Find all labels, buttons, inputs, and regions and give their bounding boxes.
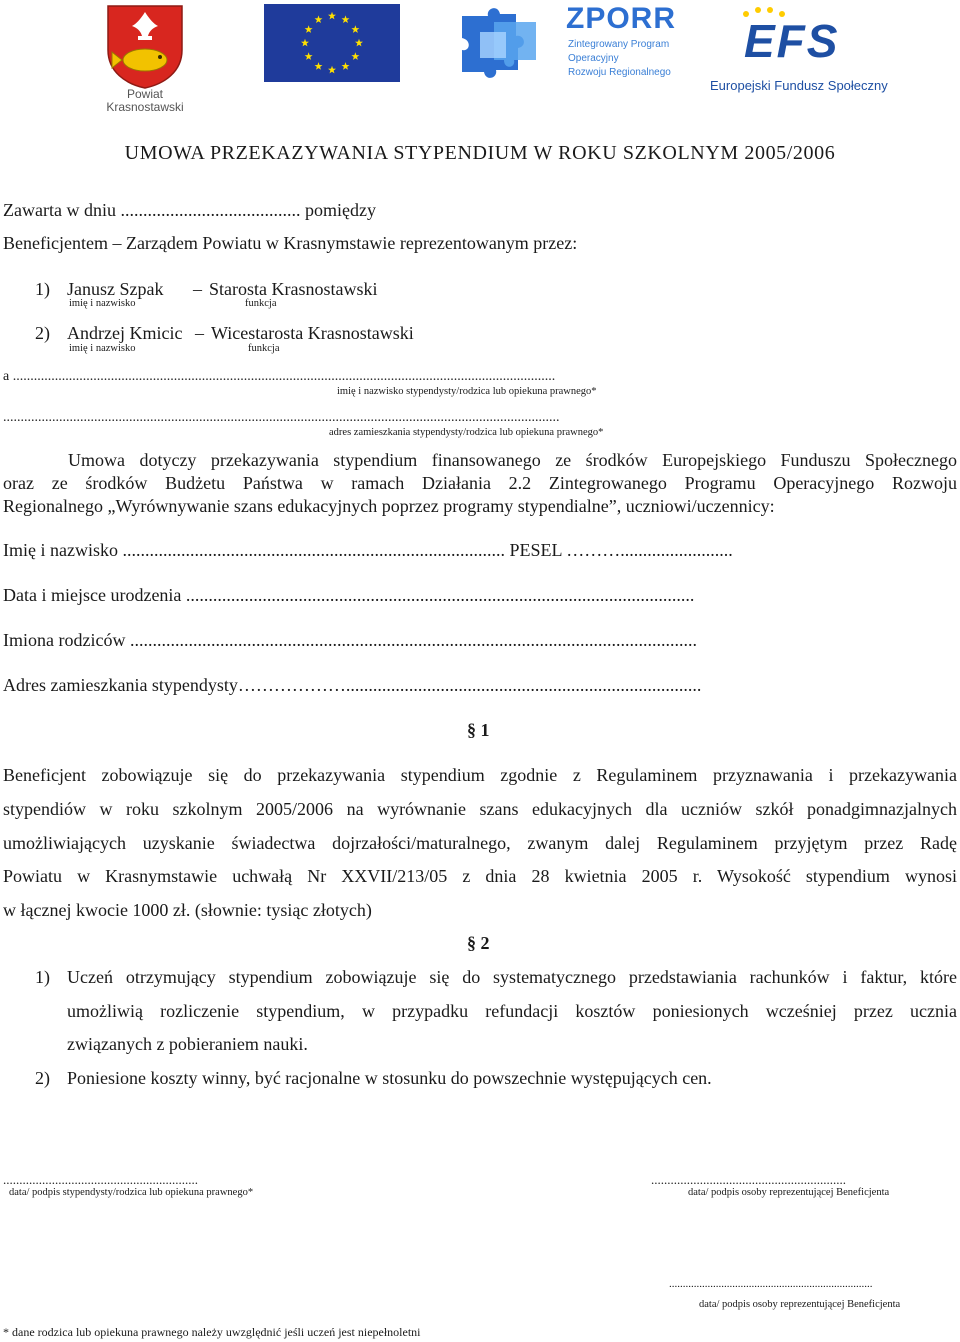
eu-star-icon [342, 15, 350, 23]
eu-star-icon [355, 39, 363, 47]
field-address: Adres zamieszkania stypendysty………………............................................................................... [3, 675, 702, 695]
recipient-name-line: a ........................................................................................................................................................... [3, 369, 556, 384]
section-2-item-1-line: związanych z pobieraniem nauki. [67, 1034, 308, 1054]
rep-dash: – [193, 279, 202, 299]
section-2-item-1-line: umożliwią rozliczenie stypendium, w przypadku refundacji kosztów poniesionych wcześniej przez ucznia [67, 1001, 957, 1021]
signature-right2-caption: data/ podpis osoby reprezentującej Beneficjenta [699, 1299, 901, 1310]
section-1-line: stypendiów w roku szkolnym 2005/2006 na wyrównanie szans edukacyjnych dla uczniów szkół ponadgimnazjalnych [3, 799, 957, 819]
field-parents: Imiona rodziców .............................................................................................................................. [3, 630, 697, 650]
powiat-caption: Powiat Krasnostawski [106, 87, 184, 114]
eu-star-icon [351, 52, 359, 60]
section-1-line: Beneficjent zobowiązuje się do przekazywania stypendium zgodnie z Regulaminem przyznawania i przekazywania [3, 765, 957, 785]
purpose-line-2: oraz ze środków Budżetu Państwa w ramach Działania 2.2 Zintegrowanego Programu Operacyjnego Rozwoju [3, 473, 957, 493]
rep-name: Janusz Szpak [67, 279, 164, 299]
efs-logo [706, 4, 888, 96]
footnote: * dane rodzica lub opiekuna prawnego należy uwzględnić jeśli uczeń jest niepełnoletni [3, 1325, 421, 1339]
section-1-heading: § 1 [467, 720, 490, 740]
document-title: UMOWA PRZEKAZYWANIA STYPENDIUM W ROKU SZKOLNYM 2005/2006 [124, 142, 836, 164]
rep-role-caption: funkcja [245, 298, 277, 309]
signature-right-dots: ............................................................ [651, 1172, 846, 1187]
purpose-line-3: Regionalnego „Wyrównywanie szans edukacyjnych poprzez programy stypendialne”, uczniowi/uczennicy: [3, 496, 775, 516]
zporr-caption: Zintegrowany Program Operacyjny Rozwoju Regionalnego [568, 39, 671, 78]
eu-flag-logo [264, 4, 400, 82]
recipient-address-line: ............................................................................................................................................................... [3, 410, 560, 425]
eu-stars-icon [264, 4, 400, 82]
field-birth: Data i miejsce urodzenia ................................................................................................................. [3, 585, 695, 605]
intro-line-beneficiary: Beneficjentem – Zarządem Powiatu w Krasnymstawie reprezentowanym przez: [3, 233, 578, 253]
rep-number: 1) [35, 279, 50, 299]
zporr-logo [458, 2, 678, 94]
section-1-line: w łącznej kwocie 1000 zł. (słownie: tysiąc złotych) [3, 900, 372, 920]
eu-star-icon [305, 52, 313, 60]
eu-star-icon [328, 66, 336, 74]
eu-star-icon [305, 25, 313, 33]
rep-dash: – [195, 323, 204, 343]
rep-role: Wicestarosta Krasnostawski [211, 323, 414, 343]
eu-star-icon [351, 25, 359, 33]
powiat-krasnostawski-logo [98, 2, 192, 118]
section-2-heading: § 2 [467, 933, 490, 953]
eu-star-icon [301, 39, 309, 47]
rep-name: Andrzej Kmicic [67, 323, 183, 343]
section-2-item-1-number: 1) [35, 967, 50, 987]
signature-right-caption: data/ podpis osoby reprezentującej Beneficjenta [688, 1187, 890, 1198]
rep-role-caption: funkcja [248, 343, 280, 354]
recipient-name-caption: imię i nazwisko stypendysty/rodzica lub opiekuna prawnego* [337, 386, 597, 397]
section-2-item-2-number: 2) [35, 1068, 50, 1088]
eu-star-icon [328, 12, 336, 20]
signature-right2-dots: .......................................................................... [669, 1278, 873, 1290]
zporr-title: ZPORR [566, 2, 676, 35]
rep-role: Starosta Krasnostawski [209, 279, 378, 299]
efs-title: EFS [744, 15, 840, 67]
coat-of-arms-icon [98, 2, 192, 90]
signature-left-caption: data/ podpis stypendysty/rodzica lub opiekuna prawnego* [9, 1187, 254, 1198]
field-name-pesel: Imię i nazwisko ..................................................................................... PESEL ………......................... [3, 540, 733, 560]
section-2-item-2-line: Poniesione koszty winny, być racjonalne w stosunku do powszechnie występujących cen. [67, 1068, 712, 1088]
purpose-line-1: Umowa dotyczy przekazywania stypendium finansowanego ze środków Europejskiego Funduszu Społecznego [68, 450, 957, 470]
intro-line-date: Zawarta w dniu ........................................ pomiędzy [3, 200, 376, 220]
section-1-line: umożliwiających uzyskanie świadectwa dojrzałości/maturalnego, zwanym dalej Regulaminem przyjętym przez Radę [3, 833, 957, 853]
puzzle-icon [458, 2, 548, 92]
recipient-address-caption: adres zamieszkania stypendysty/rodzica lub opiekuna prawnego* [329, 427, 604, 438]
eu-star-icon [342, 62, 350, 70]
efs-caption: Europejski Fundusz Społeczny [710, 78, 888, 93]
eu-star-icon [315, 15, 323, 23]
rep-number: 2) [35, 323, 50, 343]
section-1-line: Powiatu w Krasnymstawie uchwałą Nr XXVII/213/05 z dnia 28 kwietnia 2005 r. Wysokość stypendium wynosi [3, 866, 957, 886]
section-2-item-1-line: Uczeń otrzymujący stypendium zobowiązuje się do systematycznego przedstawiania rachunków i faktur, które [67, 967, 957, 987]
rep-name-caption: imię i nazwisko [69, 298, 136, 309]
signature-left-dots: ............................................................ [3, 1172, 198, 1187]
rep-name-caption: imię i nazwisko [69, 343, 136, 354]
eu-star-icon [315, 62, 323, 70]
